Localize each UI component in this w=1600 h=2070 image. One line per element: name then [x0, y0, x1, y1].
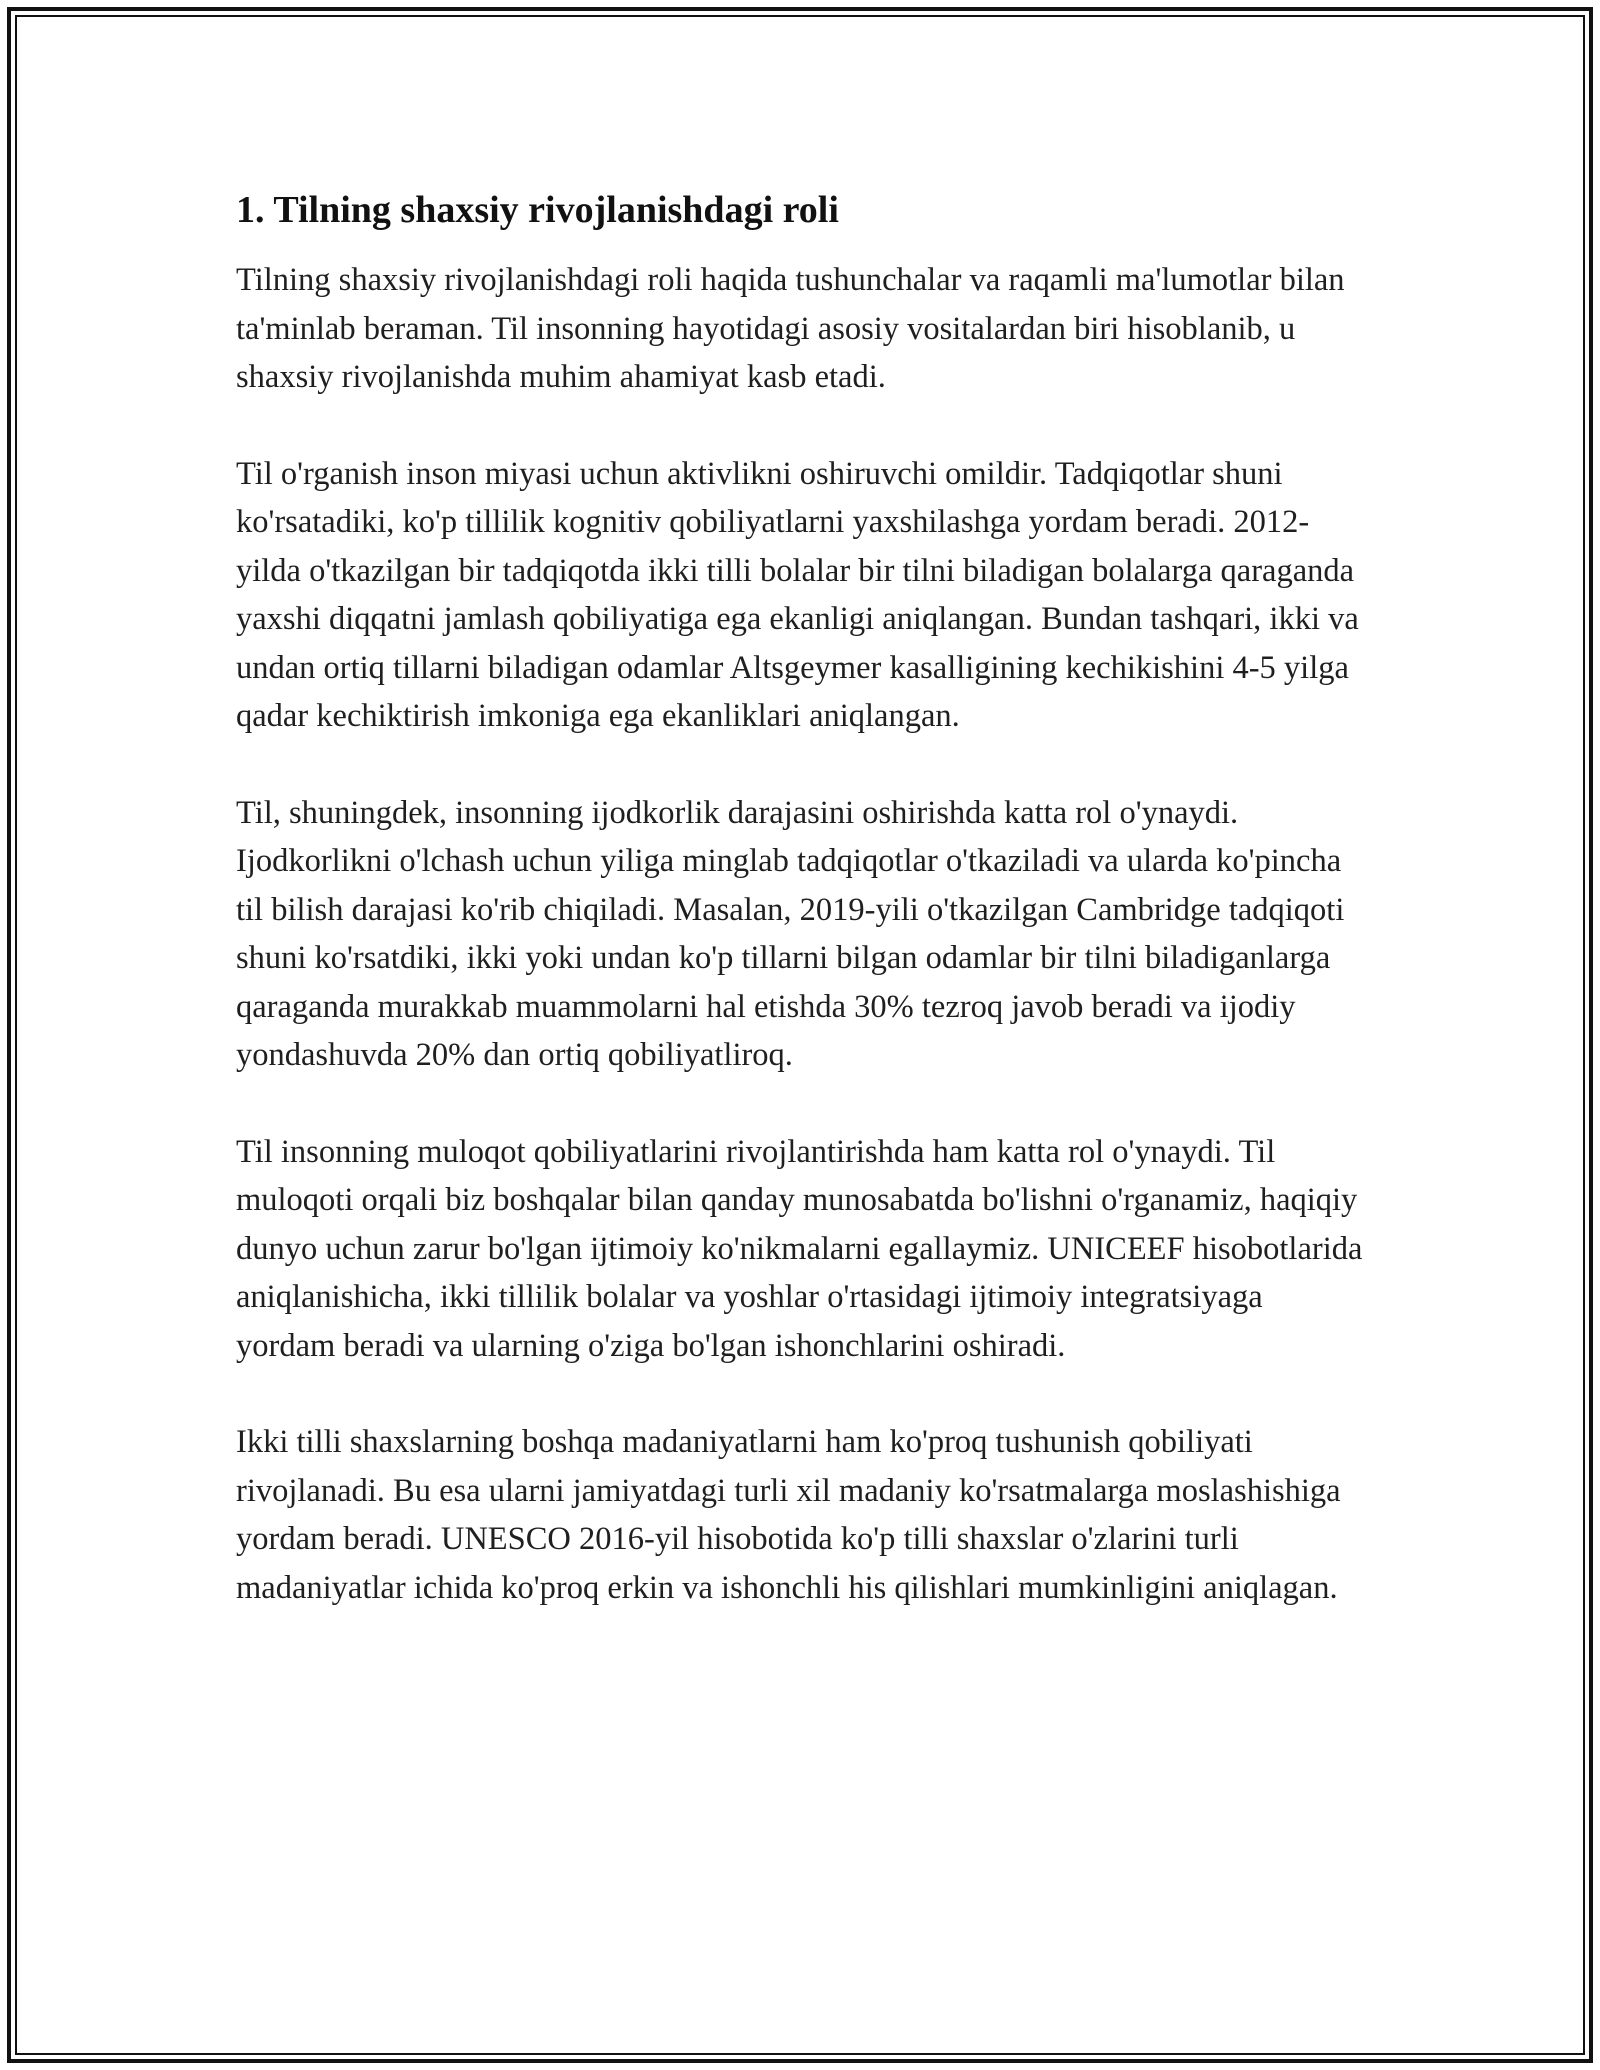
paragraph-intro: Tilning shaxsiy rivojlanishdagi roli haqida tushunchalar va raqamli ma'lumotlar bilan ta'minlab beraman. Til insonning hayotidagi asosiy vositalardan biri hisoblanib, u shaxsiy rivojlanishda muhim ahamiyat kasb etadi. — [236, 262, 1345, 395]
paragraph-cognitive: Til o'rganish inson miyasi uchun aktivlikni oshiruvchi omildir. Tadqiqotlar shuni ko'rsatadiki, ko'p tillilik kognitiv qobiliyatlarni yaxshilashga yordam beradi. 2012-yilda o'tkazilgan bir tadqiqotda ikki tilli bolalar bir tilni biladigan bolalarga qaraganda yaxshi diqqatni jamlash qobiliyatiga ega ekanligi aniqlangan. Bundan tashqari, ikki va undan ortiq tillarni biladigan odamlar Altsgeymer kasalligining kechikishini 4-5 yilga qadar kechiktirish imkoniga ega ekanliklari aniqlangan. — [236, 455, 1359, 734]
document-body — [236, 186, 1366, 1660]
paragraph-communication: Til insonning muloqot qobiliyatlarini rivojlantirishda ham katta rol o'ynaydi. Til muloqoti orqali biz boshqalar bilan qanday munosabatda bo'lishni o'rganamiz, haqiqiy dunyo uchun zarur bo'lgan ijtimoiy ko'nikmalarni egallaymiz. UNICEEF hisobotlarida aniqlanishicha, ikki tillilik bolalar va yoshlar o'rtasidagi ijtimoiy integratsiyaga yordam beradi va ularning o'ziga bo'lgan ishonchlarini oshiradi. — [236, 1133, 1363, 1364]
section-heading: 1. Tilning shaxsiy rivojlanishdagi roli — [236, 189, 839, 231]
paragraph-culture: Ikki tilli shaxslarning boshqa madaniyatlarni ham ko'proq tushunish qobiliyati rivojlanadi. Bu esa ularni jamiyatdagi turli xil madaniy ko'rsatmalarga moslashishiga yordam beradi. UNESCO 2016-yil hisobotida ko'p tilli shaxslar o'zlarini turli madaniyatlar ichida ko'proq erkin va ishonchli his qilishlari mumkinligini aniqlagan. — [236, 1424, 1341, 1606]
paragraph-creativity: Til, shuningdek, insonning ijodkorlik darajasini oshirishda katta rol o'ynaydi. Ijodkorlikni o'lchash uchun yiliga minglab tadqiqotlar o'tkaziladi va ularda ko'pincha til bilish darajasi ko'rib chiqiladi. Masalan, 2019-yili o'tkazilgan Cambridge tadqiqoti shuni ko'rsatdiki, ikki yoki undan ko'p tillarni bilgan odamlar bir tilni biladiganlarga qaraganda murakkab muammolarni hal etishda 30% tezroq javob beradi va ijodiy yondashuvda 20% dan ortiq qobiliyatliroq. — [236, 794, 1345, 1073]
